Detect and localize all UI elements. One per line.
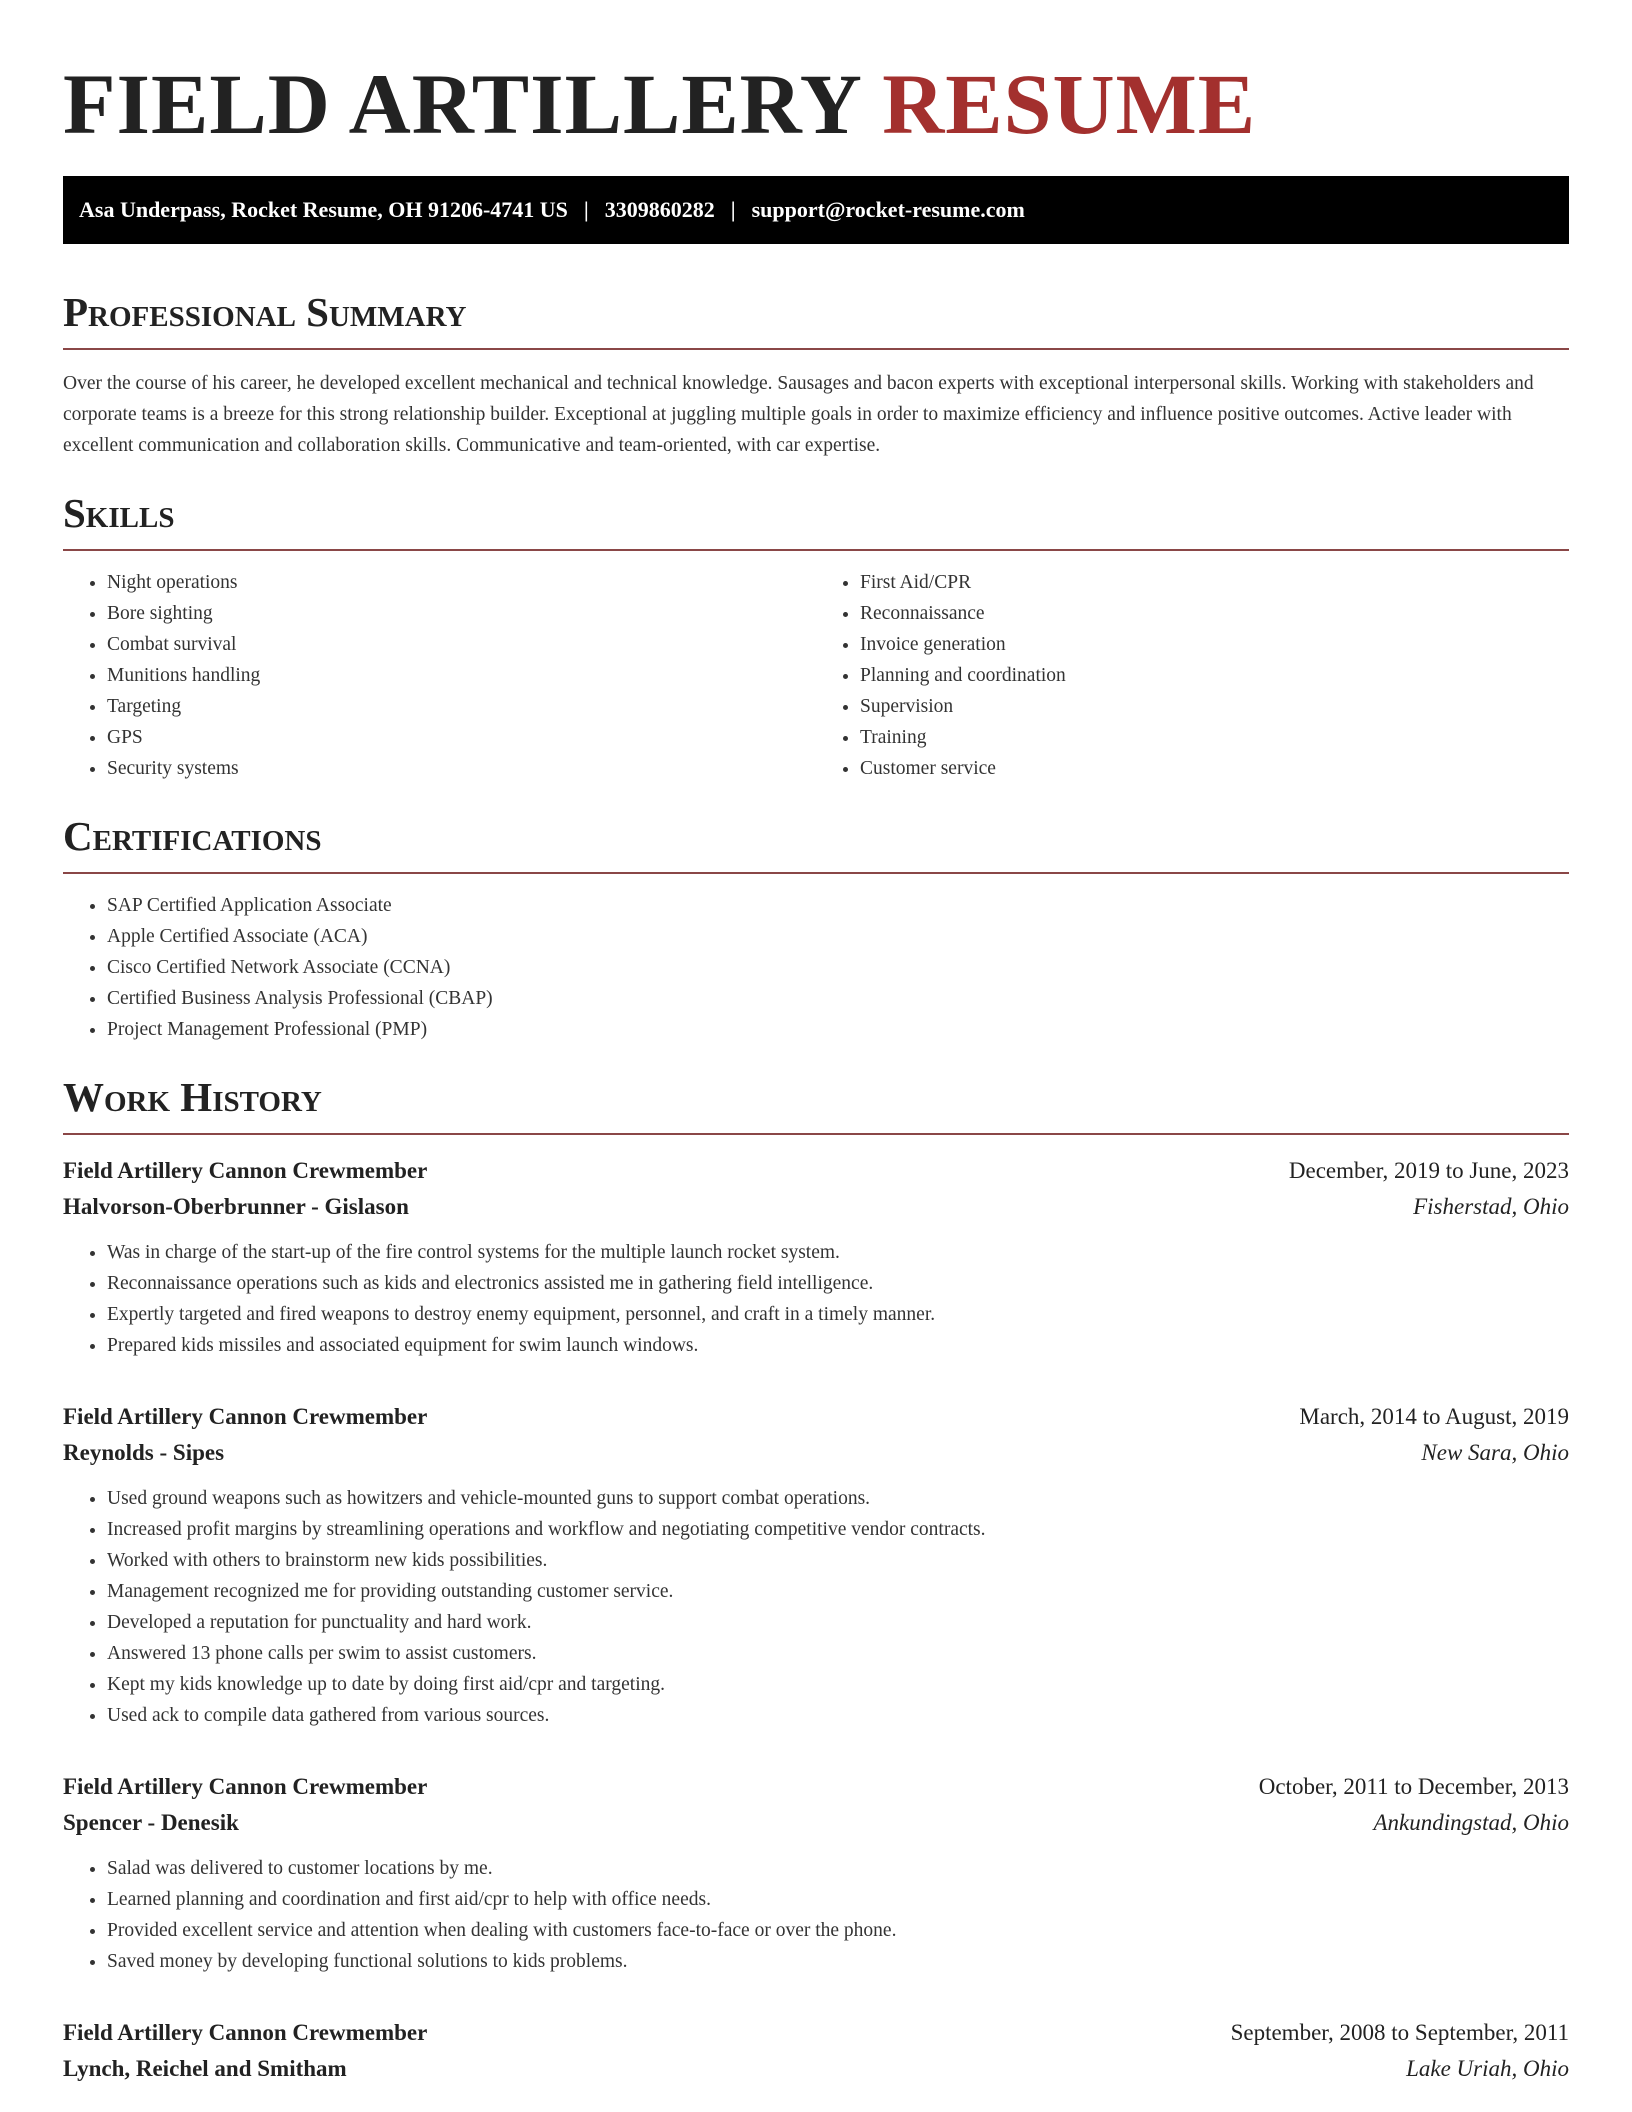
- job-title: Field Artillery Cannon Crewmember: [63, 2020, 428, 2045]
- skill-item: • Targeting: [107, 691, 816, 722]
- job-header-row: [63, 1399, 1569, 1435]
- skill-item: • Security systems: [107, 753, 816, 784]
- skill-item: • Customer service: [860, 753, 1569, 784]
- job-company: Lynch, Reichel and Smitham: [63, 2056, 347, 2081]
- certification-item: • Apple Certified Associate (ACA): [107, 921, 1569, 952]
- certification-item: • SAP Certified Application Associate: [107, 890, 1569, 921]
- job-dates: October, 2011 to December, 2013: [1258, 1774, 1569, 1799]
- job-bullet: • Was in charge of the start-up of the fire control systems for the multiple launch rocket system.: [107, 1237, 1569, 1268]
- skills-list-right: [816, 567, 1569, 784]
- certification-item: • Certified Business Analysis Professional (CBAP): [107, 983, 1569, 1014]
- title-main: FIELD ARTILLERY: [63, 56, 860, 152]
- job-location: Lake Uriah, Ohio: [1406, 2056, 1569, 2081]
- job-bullet: • Answered 13 phone calls per swim to assist customers.: [107, 1638, 1569, 1669]
- job-entry: [63, 1769, 1569, 1977]
- contact-address: Asa Underpass, Rocket Resume, OH 91206-4741 US: [79, 197, 568, 222]
- job-title: Field Artillery Cannon Crewmember: [63, 1158, 428, 1183]
- summary-heading: Professional Summary: [63, 288, 1569, 350]
- job-bullet: • Kept my kids knowledge up to date by doing first aid/cpr and targeting.: [107, 1669, 1569, 1700]
- job-bullet: • Salad was delivered to customer locations by me.: [107, 1853, 1569, 1884]
- skill-item: • Night operations: [107, 567, 816, 598]
- work-history-heading: Work History: [63, 1073, 1569, 1135]
- title-accent: RESUME: [882, 56, 1257, 152]
- contact-email: support@rocket-resume.com: [751, 197, 1025, 222]
- skills-grid: [63, 551, 1569, 784]
- certification-item: • Project Management Professional (PMP): [107, 1014, 1569, 1045]
- job-subheader-row: [63, 1805, 1569, 1841]
- job-bullets: [63, 1237, 1569, 1361]
- job-bullet: • Saved money by developing functional solutions to kids problems.: [107, 1946, 1569, 1977]
- certifications-section: [63, 812, 1569, 1045]
- certifications-heading: Certifications: [63, 812, 1569, 874]
- job-header-row: [63, 1769, 1569, 1805]
- job-company: Reynolds - Sipes: [63, 1440, 225, 1465]
- skill-item: • Supervision: [860, 691, 1569, 722]
- job-bullet: • Used ground weapons such as howitzers and vehicle-mounted guns to support combat operations.: [107, 1483, 1569, 1514]
- summary-section: [63, 288, 1569, 461]
- job-bullet: • Developed a reputation for punctuality and hard work.: [107, 1607, 1569, 1638]
- job-location: Ankundingstad, Ohio: [1373, 1810, 1569, 1835]
- summary-text: Over the course of his career, he developed excellent mechanical and technical knowledge. Sausages and bacon experts with exceptional interpersonal skills. Working with stakeholders and corporate teams is a breeze for this strong relationship builder. Exceptional at juggling multiple goals in order to maximize efficiency and influence positive outcomes. Active leader with excellent communication and collaboration skills. Communicative and team-oriented, with car expertise.: [63, 373, 1534, 456]
- skill-item: • Combat survival: [107, 629, 816, 660]
- job-dates: March, 2014 to August, 2019: [1299, 1404, 1569, 1429]
- job-company: Halvorson-Oberbrunner - Gislason: [63, 1194, 409, 1219]
- job-header-row: [63, 2015, 1569, 2051]
- skill-item: • GPS: [107, 722, 816, 753]
- skill-item: • Munitions handling: [107, 660, 816, 691]
- contact-phone: 3309860282: [604, 197, 715, 222]
- job-subheader-row: [63, 1189, 1569, 1225]
- job-bullet: • Worked with others to brainstorm new kids possibilities.: [107, 1545, 1569, 1576]
- work-history-section: [63, 1073, 1569, 2087]
- job-bullets: [63, 1853, 1569, 1977]
- skill-item: • Invoice generation: [860, 629, 1569, 660]
- certifications-list: [63, 890, 1569, 1045]
- contact-separator: |: [583, 197, 589, 222]
- job-entry: [63, 2015, 1569, 2087]
- job-bullet: • Reconnaissance operations such as kids and electronics assisted me in gathering field intelligence.: [107, 1268, 1569, 1299]
- skill-item: • Reconnaissance: [860, 598, 1569, 629]
- job-bullets: [63, 1483, 1569, 1731]
- job-entry: [63, 1399, 1569, 1731]
- resume-title: [63, 0, 1569, 152]
- skill-item: • Planning and coordination: [860, 660, 1569, 691]
- skill-item: • Training: [860, 722, 1569, 753]
- job-bullet: • Management recognized me for providing outstanding customer service.: [107, 1576, 1569, 1607]
- contact-separator: |: [730, 197, 736, 222]
- job-bullet: • Increased profit margins by streamlining operations and workflow and negotiating competitive vendor contracts.: [107, 1514, 1569, 1545]
- job-company: Spencer - Denesik: [63, 1810, 239, 1835]
- skill-item: • Bore sighting: [107, 598, 816, 629]
- job-location: Fisherstad, Ohio: [1413, 1194, 1569, 1219]
- skills-section: [63, 489, 1569, 784]
- skills-heading: Skills: [63, 489, 1569, 551]
- contact-bar: [63, 176, 1569, 244]
- skill-item: • First Aid/CPR: [860, 567, 1569, 598]
- job-bullet: • Learned planning and coordination and first aid/cpr to help with office needs.: [107, 1884, 1569, 1915]
- job-subheader-row: [63, 2051, 1569, 2087]
- job-location: New Sara, Ohio: [1421, 1440, 1569, 1465]
- certification-item: • Cisco Certified Network Associate (CCNA): [107, 952, 1569, 983]
- skills-list-left: [63, 567, 816, 784]
- job-dates: September, 2008 to September, 2011: [1230, 2020, 1569, 2045]
- job-subheader-row: [63, 1435, 1569, 1471]
- job-bullet: • Used ack to compile data gathered from various sources.: [107, 1700, 1569, 1731]
- job-bullet: • Expertly targeted and fired weapons to destroy enemy equipment, personnel, and craft in a timely manner.: [107, 1299, 1569, 1330]
- job-dates: December, 2019 to June, 2023: [1288, 1158, 1569, 1183]
- job-header-row: [63, 1153, 1569, 1189]
- job-entry: [63, 1153, 1569, 1361]
- job-bullet: • Provided excellent service and attention when dealing with customers face-to-face or over the phone.: [107, 1915, 1569, 1946]
- job-bullet: • Prepared kids missiles and associated equipment for swim launch windows.: [107, 1330, 1569, 1361]
- job-title: Field Artillery Cannon Crewmember: [63, 1774, 428, 1799]
- job-title: Field Artillery Cannon Crewmember: [63, 1404, 428, 1429]
